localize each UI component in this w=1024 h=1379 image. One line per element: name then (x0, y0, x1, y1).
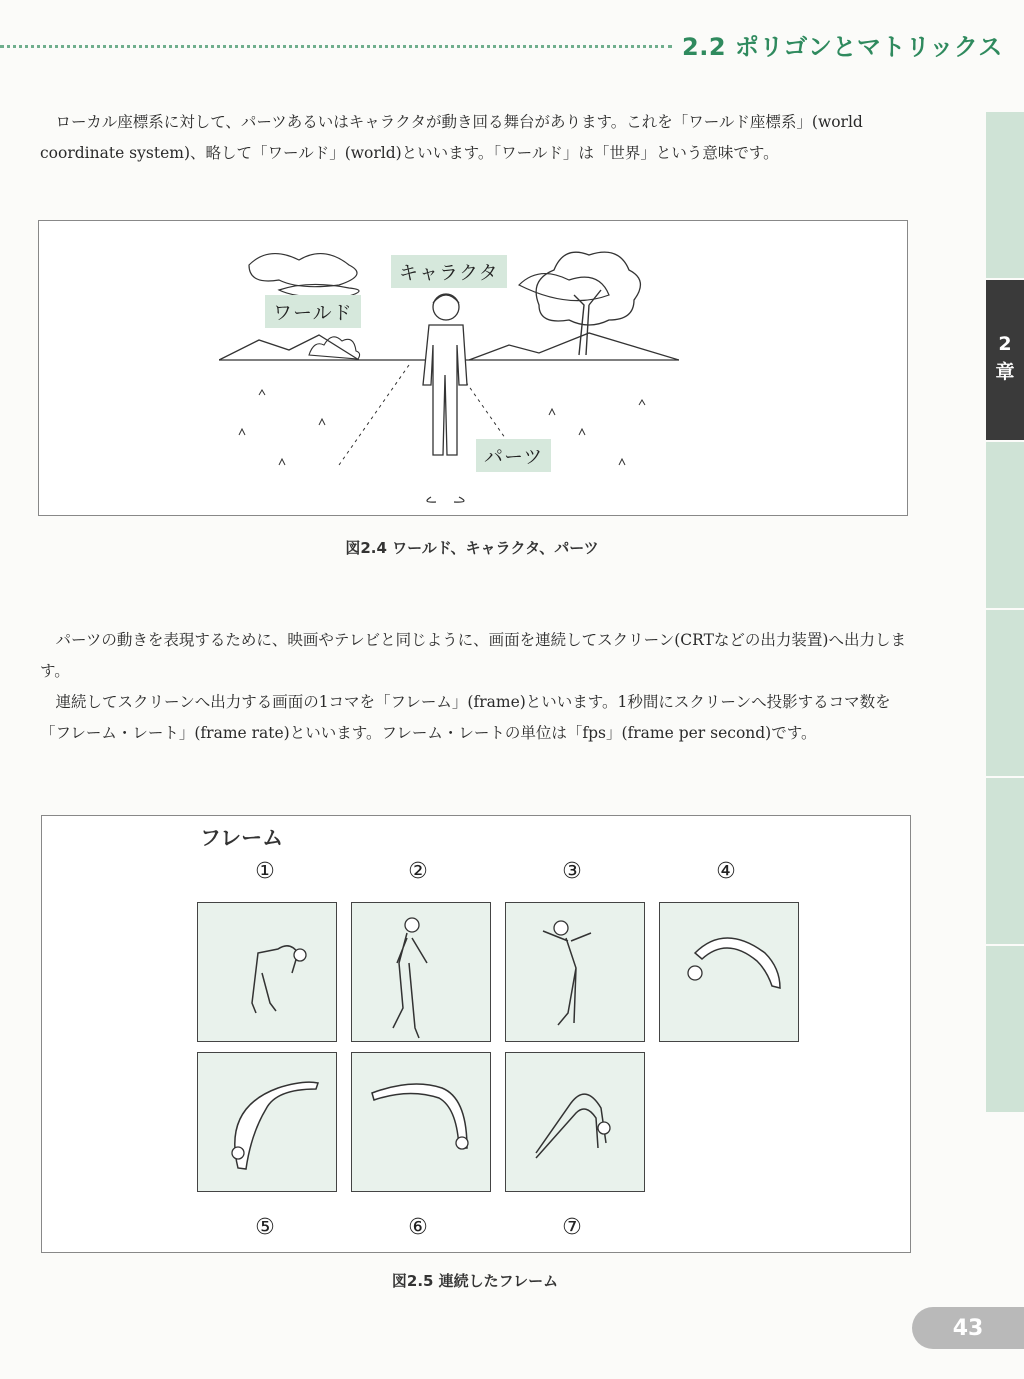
label-character: キャラクタ (391, 255, 507, 288)
label-parts: パーツ (476, 439, 551, 472)
chapter-label: 章 (995, 361, 1015, 383)
paragraph-output-to-screen: パーツの動きを表現するために、映画やテレビと同じように、画面を連続してスクリーン(CRTなどの出力装置)へ出力します。 (40, 631, 906, 680)
frame-number-2: ② (408, 859, 428, 884)
frame-2 (351, 902, 491, 1042)
chapter-side-tabs (986, 112, 1024, 1284)
section-title: 2.2 ポリゴンとマトリックス (682, 33, 1003, 61)
label-world: ワールド (265, 295, 361, 328)
paragraph-frame-definition: 連続してスクリーンへ出力する画面の1コマを「フレーム」(frame)といいます。1秒間にスクリーンへ投影するコマ数を「フレーム・レート」(frame rate)といいます。フレーム・レートの単位は「fps」(frame per second)です。 (40, 693, 891, 742)
side-tab-5 (986, 778, 1024, 944)
frame-4 (659, 902, 799, 1042)
header-dotted-rule (0, 45, 672, 48)
frame-5 (197, 1052, 337, 1192)
frame-number-5: ⑤ (255, 1215, 275, 1240)
chapter-number: 2 (998, 333, 1012, 355)
frame-number-4: ④ (716, 859, 736, 884)
frame-7 (505, 1052, 645, 1192)
side-tab-4 (986, 610, 1024, 776)
side-tab-6 (986, 946, 1024, 1112)
figure-consecutive-frames (41, 815, 911, 1253)
frame-6 (351, 1052, 491, 1192)
figure-2-4-caption: 図2.4 ワールド、キャラクタ、パーツ (345, 539, 599, 557)
side-tab-3 (986, 442, 1024, 608)
frame-1 (197, 902, 337, 1042)
paragraph-world-definition: ローカル座標系に対して、パーツあるいはキャラクタが動き回る舞台があります。これを「ワールド座標系」(world coordinate system)、略して「ワールド」(world)といいます。「ワールド」は「世界」という意味です。 (40, 113, 863, 162)
frames-title: フレーム (200, 826, 284, 850)
figure-world-character-parts (38, 220, 908, 516)
figure-2-5-caption: 図2.5 連続したフレーム (391, 1272, 559, 1290)
page-number-badge: 43 (912, 1307, 1024, 1349)
frame-number-7: ⑦ (562, 1215, 582, 1240)
side-tab-1 (986, 112, 1024, 278)
frame-3 (505, 902, 645, 1042)
frame-number-3: ③ (562, 859, 582, 884)
frame-number-6: ⑥ (408, 1215, 428, 1240)
side-tab-chapter-2 (986, 280, 1024, 440)
frame-number-1: ① (255, 859, 275, 884)
